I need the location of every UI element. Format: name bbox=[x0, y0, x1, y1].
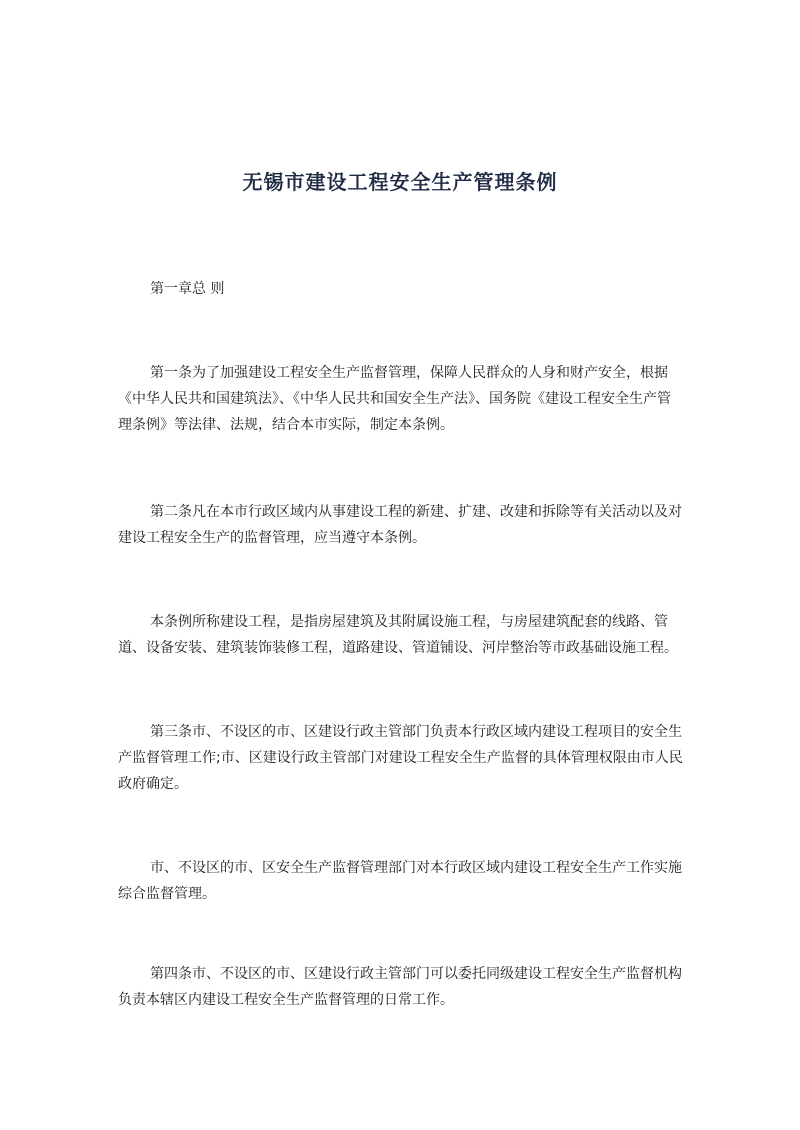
supervision-paragraph: 市、不设区的市、区安全生产监督管理部门对本行政区域内建设工程安全生产工作实施综合监督管理。 bbox=[118, 860, 682, 902]
definition-paragraph: 本条例所称建设工程，是指房屋建筑及其附属设施工程，与房屋建筑配套的线路、管道、设备安装、建筑装饰装修工程，道路建设、管道铺设、河岸整治等市政基础设施工程。 bbox=[118, 614, 678, 656]
article-1-paragraph: 第一条为了加强建设工程安全生产监督管理，保障人民群众的人身和财产安全，根据《中华人民共和国建筑法》、《中华人民共和国安全生产法》、国务院《建设工程安全生产管理条例》等法律、法规，结合本市实际，制定本条例。 bbox=[118, 365, 671, 433]
document-title: 无锡市建设工程安全生产管理条例 bbox=[242, 170, 558, 194]
chapter-heading: 第一章总 则 bbox=[150, 281, 225, 297]
article-2-paragraph: 第二条凡在本市行政区域内从事建设工程的新建、扩建、改建和拆除等有关活动以及对建设工程安全生产的监督管理，应当遵守本条例。 bbox=[118, 504, 682, 546]
article-4-paragraph: 第四条市、不设区的市、区建设行政主管部门可以委托同级建设工程安全生产监督机构负责本辖区内建设工程安全生产监督管理的日常工作。 bbox=[118, 966, 682, 1008]
article-3-paragraph: 第三条市、不设区的市、区建设行政主管部门负责本行政区域内建设工程项目的安全生产监督管理工作;市、区建设行政主管部门对建设工程安全生产监督的具体管理权限由市人民政府确定。 bbox=[118, 724, 683, 792]
